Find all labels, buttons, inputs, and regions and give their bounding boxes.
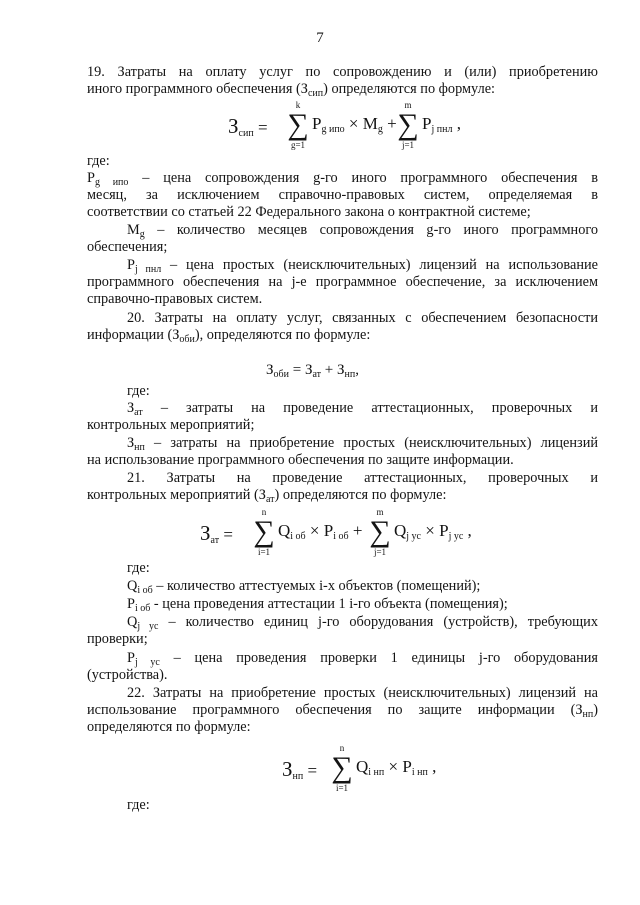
p22-line1: 22. Затраты на приобретение простых (неисключительных) лицензий на <box>127 685 598 701</box>
p20-line2: информации $(З_{оби})$, определяются по формуле: <box>87 327 371 345</box>
p19-line2: иного программного обеспечения $(З_{сип})$ определяются по формуле: <box>87 81 496 99</box>
p19-def2-line1: $M_g$ – количество месяцев сопровождения g-го иного программного <box>127 222 598 240</box>
p21-def3-line1: $Q_{j ус}$ – количество единиц j-го оборудования (устройств), требующих <box>127 614 598 632</box>
p21-line1: 21. Затраты на проведение аттестационных, проверочных и <box>127 470 598 486</box>
p19-def1-line1: $P_{g ипо}$ – цена сопровождения g-го иного программного обеспечения в <box>87 170 598 188</box>
p20-line1: 20. Затраты на оплату услуг, связанных с обеспечением безопасности <box>127 310 598 326</box>
p21-def4-line2: (устройства). <box>87 667 168 683</box>
p19-where: где: <box>87 153 110 169</box>
p20-def2-line2: на использование программного обеспечения по защите информации. <box>87 452 514 468</box>
page-number: 7 <box>316 30 324 46</box>
document-page: 7 19. Затраты на оплату услуг по сопровождению и (или) приобретению иного программного обеспечения $(З_{сип})$ определяются по формуле: $З_{сип}$ = k ∑ g=1 $P_{g ипо} \times M_g$ + m ∑ j=1 $P_{j пнл}$ , где: $P_{g ипо}$ – цена сопровождения g-го иного программного обеспечения в месяц, за исключением справочно-правовых систем, определяемая в соответствии со статьей 22 Федерального закона о контрактной системе; $M_g$ – количество месяцев сопровождения g-го иного программного обеспечения; $P_{j пнл}$ – цена простых (неисключительных) лицензий на использование программного обеспечения на j-е программное обеспечение, за исключением справочно-правовых систем. 20. Затраты на оплату услуг, связанных с обеспечением безопасности информации $(З_{оби})$, определяются по формуле: $З_{оби} = З_{ат} + З_{нп}$, где: $З_{ат}$ – затраты на проведение аттестационных, проверочных и контрольных мероприятий; $З_{нп}$ – затраты на приобретение простых (неисключительных) лицензий на использование программного обеспечения по защите информации. 21. Затраты на проведение аттестационных, проверочных и контрольных мероприятий $(З_{ат})$ определяются по формуле: $З_{ат}$ = n ∑ i=1 $Q_{i об} \times P_{i об}$ + m ∑ j=1 $Q_{j ус} \times P_{j ус}$ , где: $Q_{i об}$ – количество аттестуемых i-х объектов (помещений); $P_{i об}$ - цена проведения аттестации 1 i-го объекта (помещения); $Q_{j ус}$ – количество единиц j-го оборудования (устройств), требующих проверки; $P_{j ус}$ – цена проведения проверки 1 единицы j-го оборудования (устройства). 22. Затраты на приобретение простых (неисключительных) лицензий на использование программного обеспечения по защите информации $(З_{нп})$ определяются по формуле: $З_{нп}$ = n ∑ i=1 $Q_{i нп} \times P_{i нп}$ , где: <box>0 0 640 905</box>
p20-formula: $З_{оби} = З_{ат} + З_{нп}$, <box>266 362 359 380</box>
p21-def3-line2: проверки; <box>87 631 148 647</box>
p19-def1-line2: месяц, за исключением справочно-правовых систем, определяемая в <box>87 187 598 203</box>
p21-def1: $Q_{i об}$ – количество аттестуемых i-х объектов (помещений); <box>127 578 481 596</box>
p21-line2: контрольных мероприятий $(З_{ат})$ определяются по формуле: <box>87 487 447 505</box>
p19-def3-line2: программного обеспечения на j-е программное обеспечение, за исключением <box>87 274 598 290</box>
p19-def3-line3: справочно-правовых систем. <box>87 291 263 307</box>
p21-def2: $P_{i об}$ - цена проведения аттестации 1 i-го объекта (помещения); <box>127 596 508 614</box>
p20-where: где: <box>127 383 150 399</box>
p19-line1: 19. Затраты на оплату услуг по сопровождению и (или) приобретению <box>87 64 598 80</box>
p20-def1-line1: $З_{ат}$ – затраты на проведение аттестационных, проверочных и <box>127 400 599 418</box>
p19-def2-line2: обеспечения; <box>87 239 168 255</box>
p22-line3: определяются по формуле: <box>87 719 251 735</box>
p22-line2: использование программного обеспечения по защите информации $(З_{нп})$ <box>87 702 598 720</box>
p21-where: где: <box>127 560 150 576</box>
p22-where: где: <box>127 797 150 813</box>
p19-def1-line3: соответствии со статьей 22 Федерального закона о контрактной системе; <box>87 204 531 220</box>
p19-def3-line1: $P_{j пнл}$ – цена простых (неисключительных) лицензий на использование <box>127 257 598 275</box>
p20-def1-line2: контрольных мероприятий; <box>87 417 255 433</box>
p20-def2-line1: $З_{нп}$ – затраты на приобретение простых (неисключительных) лицензий <box>127 435 598 453</box>
p21-def4-line1: $P_{j ус}$ – цена проведения проверки 1 единицы j-го оборудования <box>127 650 598 668</box>
